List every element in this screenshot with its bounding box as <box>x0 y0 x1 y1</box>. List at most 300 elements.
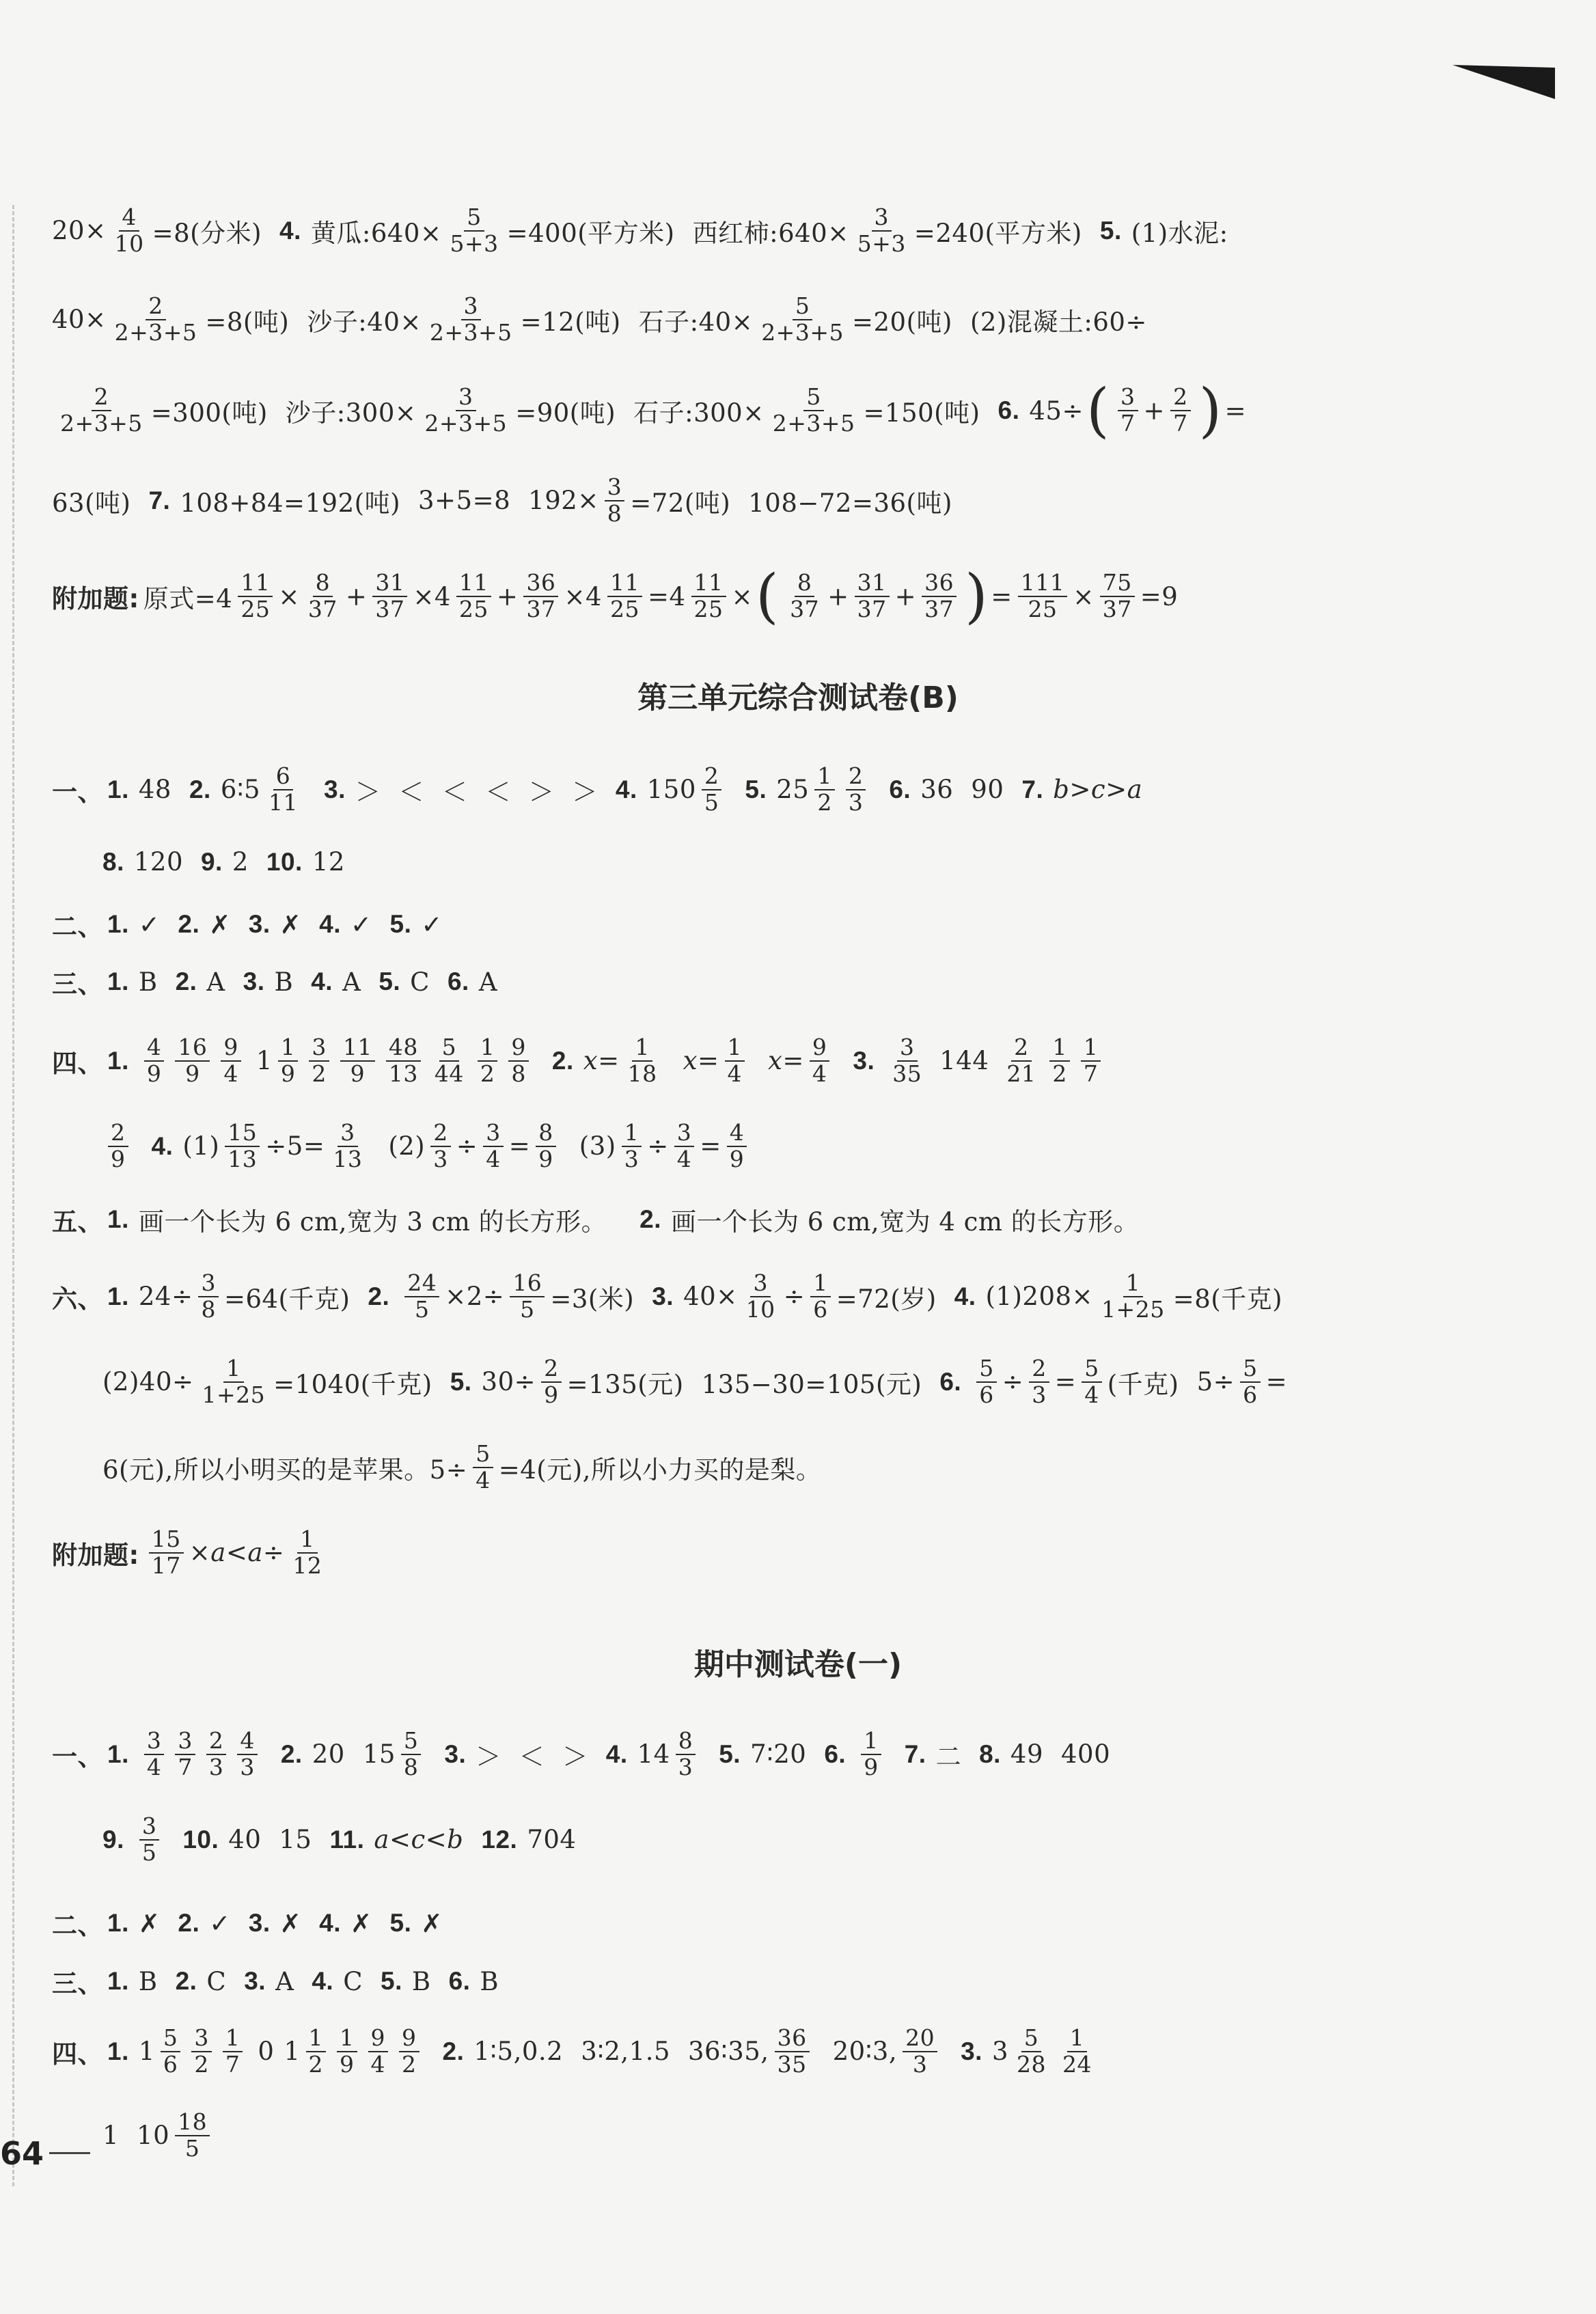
fraction: $\frac{2}{9}$ <box>541 1356 562 1408</box>
text: =135(元) <box>566 1369 684 1399</box>
question-number: 5. <box>389 1909 412 1937</box>
text: = <box>1224 396 1247 426</box>
fraction: $\frac{3}{2}$ <box>191 2026 212 2078</box>
question-number: 3. <box>444 1739 467 1768</box>
text: 40× <box>683 1282 738 1312</box>
text: + <box>1143 396 1166 426</box>
question-number: 2. <box>178 1909 200 1937</box>
text: 6(元),所以小明买的是苹果。5÷ <box>102 1455 468 1485</box>
fraction: $\frac{5}{4}$ <box>1082 1356 1102 1408</box>
fraction: $\frac{8}{37}$ <box>790 569 820 622</box>
section-label: 六、 <box>52 1284 103 1314</box>
question-number: 3. <box>248 910 271 938</box>
fraction: $\frac{9}{4}$ <box>368 2026 389 2078</box>
fraction: $\frac{3}{13}$ <box>333 1119 363 1172</box>
question-number: 2. <box>189 775 211 803</box>
fraction: $\frac{1}{12}$ <box>292 1526 322 1579</box>
fraction: $\frac{1}{9}$ <box>861 1728 881 1780</box>
question-number: 6. <box>939 1367 962 1396</box>
text: 3+5=8 <box>418 486 511 516</box>
fraction: $\frac{9}{4}$ <box>810 1035 830 1087</box>
whole-number: 1 <box>284 2037 301 2067</box>
text: ÷ <box>647 1131 669 1161</box>
answer: C <box>343 1966 363 1996</box>
answer: B <box>480 1966 499 1996</box>
fraction: $\frac{24}{5}$ <box>404 1271 439 1323</box>
answer: ＜ <box>485 777 511 807</box>
fraction: $\frac{16}{9}$ <box>175 1035 210 1087</box>
fraction: $\frac{2}{2+3+5}$ <box>60 383 143 437</box>
text: (1)208× <box>985 1282 1094 1312</box>
unit3-title: 第三单元综合测试卷(B) <box>637 680 959 715</box>
answer: 二 <box>935 1741 962 1772</box>
fraction: $\frac{3}{2}$ <box>309 1035 329 1087</box>
cross-mark-icon: ✗ <box>421 1908 443 1938</box>
fraction: $\frac{16}{5}$ <box>510 1271 545 1323</box>
answer: B <box>411 1966 431 1996</box>
fraction: $\frac{2}{2+3+5}$ <box>114 292 197 346</box>
fraction: $\frac{5}{2+3+5}$ <box>772 383 855 437</box>
fraction: $\frac{11}{25}$ <box>691 570 726 622</box>
answer: ＜ <box>398 777 424 807</box>
answer: 15 <box>279 1825 312 1855</box>
fraction: $\frac{1}{9}$ <box>337 2026 357 2078</box>
fraction: $\frac{5}{2+3+5}$ <box>761 292 844 346</box>
answer: 704 <box>527 1825 577 1855</box>
text: 30÷ <box>481 1367 536 1397</box>
question-number: 3. <box>853 1046 875 1075</box>
fraction: $\frac{3}{8}$ <box>605 475 625 527</box>
fraction: $\frac{1}{7}$ <box>223 2026 243 2078</box>
fraction: $\frac{31}{37}$ <box>372 570 407 622</box>
question-number: 8. <box>979 1739 1001 1768</box>
question-number: 8. <box>102 847 124 876</box>
text: (3) <box>579 1131 616 1161</box>
midterm-section4-line1 <box>52 2026 1425 2078</box>
unit2-extra-question <box>52 562 1425 631</box>
question-number: 6. <box>998 396 1020 424</box>
right-paren: ) <box>965 562 989 631</box>
fraction: $\frac{11}{25}$ <box>607 570 642 622</box>
answer: 144 <box>939 1046 989 1076</box>
question-number: 5. <box>719 1739 741 1768</box>
section-label: 二、 <box>52 912 103 941</box>
fraction: $\frac{1}{6}$ <box>810 1271 831 1323</box>
fraction: $\frac{3}{2+3+5}$ <box>429 292 512 346</box>
answer: ＞ <box>562 1741 588 1772</box>
unit3-section6-line1 <box>52 1271 1425 1323</box>
fraction: $\frac{5}{4}$ <box>473 1442 493 1493</box>
answer: 7∶20 <box>750 1739 807 1769</box>
section-label: 五、 <box>52 1207 103 1237</box>
fraction: $\frac{5}{6}$ <box>161 2026 181 2078</box>
text: 黄瓜:640× <box>310 218 442 248</box>
fraction: $\frac{11}{9}$ <box>340 1035 375 1087</box>
fraction: $\frac{1}{3}$ <box>622 1120 642 1172</box>
answer: A <box>342 967 361 997</box>
answer: B <box>274 967 294 997</box>
text: ÷ <box>456 1131 478 1161</box>
question-number: 6. <box>824 1739 847 1768</box>
fraction: $\frac{75}{37}$ <box>1100 570 1135 622</box>
fraction: $\frac{11}{25}$ <box>456 570 491 622</box>
left-paren: ( <box>756 562 780 631</box>
question-number: 4. <box>319 1909 341 1937</box>
fraction: $\frac{3}{7}$ <box>1118 385 1138 437</box>
text: ×2÷ <box>445 1282 505 1312</box>
text: =72(吨) <box>630 488 731 518</box>
cross-mark-icon: ✗ <box>350 1908 372 1938</box>
text: 40× <box>52 305 107 335</box>
answer: 90 <box>971 775 1004 805</box>
fraction: $\frac{3}{4}$ <box>483 1120 504 1172</box>
unit2-line-1 <box>52 205 1425 257</box>
extra-question-label: 附加题: <box>52 1540 139 1570</box>
question-number: 5. <box>1099 216 1122 245</box>
question-number: 4. <box>151 1131 174 1160</box>
fraction: $\frac{5}{44}$ <box>434 1034 464 1087</box>
fraction: $\frac{20}{3}$ <box>903 2026 937 2078</box>
whole-number: 1 <box>138 2037 155 2067</box>
question-number: 1. <box>107 1205 129 1233</box>
fraction: $\frac{3}{7}$ <box>175 1728 195 1780</box>
fraction: $\frac{2}{3}$ <box>430 1120 451 1172</box>
answer: 40 <box>228 1825 262 1855</box>
question-number: 2. <box>280 1739 303 1768</box>
text: (千克) <box>1107 1369 1179 1399</box>
answer: A <box>206 967 225 997</box>
question-number: 7. <box>148 486 171 514</box>
text: (2) <box>388 1131 426 1161</box>
text: x= <box>683 1046 719 1076</box>
fraction: $\frac{2}{7}$ <box>1170 385 1191 437</box>
left-paren: ( <box>1086 376 1110 445</box>
cross-mark-icon: ✗ <box>138 1908 161 1938</box>
question-number: 1. <box>107 967 129 995</box>
unit3-section3 <box>52 963 1425 1000</box>
text: + <box>827 581 849 611</box>
text: =150(吨) <box>863 398 980 428</box>
text: ×4 <box>413 581 451 611</box>
fraction: $\frac{36}{35}$ <box>775 2026 810 2078</box>
answer: 15 <box>362 1739 396 1769</box>
unit3-section1-line2 <box>102 847 1425 877</box>
question-number: 1. <box>107 1967 129 1995</box>
answer: ＜ <box>519 1741 545 1772</box>
question-number: 2. <box>368 1282 390 1310</box>
question-number: 5. <box>381 1967 402 1995</box>
question-number: 9. <box>102 1825 124 1854</box>
text: 1∶5,0.2 <box>473 2037 564 2067</box>
question-number: 5. <box>450 1367 472 1396</box>
answer: ＜ <box>441 777 468 807</box>
text: 石子:40× <box>638 307 754 337</box>
text: =300(吨) <box>150 398 268 428</box>
text: 36∶35, <box>688 2037 769 2067</box>
fraction: $\frac{1}{1+25}$ <box>1101 1269 1165 1323</box>
text: =8(分米) <box>152 218 262 248</box>
text: = <box>508 1131 531 1161</box>
question-number: 1. <box>107 1046 129 1075</box>
fraction: $\frac{3}{10}$ <box>745 1269 775 1323</box>
question-number: 2. <box>551 1046 574 1075</box>
text: =8(吨) <box>205 307 290 337</box>
fraction: $\frac{2}{3}$ <box>846 764 866 816</box>
answer: ＞ <box>528 777 555 807</box>
text: × <box>731 581 754 611</box>
question-number: 10. <box>182 1825 219 1854</box>
fraction: $\frac{9}{4}$ <box>221 1035 241 1087</box>
text: =3(米) <box>550 1284 635 1314</box>
cross-mark-icon: ✗ <box>209 909 231 939</box>
unit3-section4-line2 <box>102 1120 1425 1172</box>
text: + <box>345 581 368 611</box>
question-number: 3. <box>244 1967 266 1995</box>
answer: 48 <box>138 775 171 805</box>
midterm-title: 期中测试卷(一) <box>693 1647 903 1682</box>
question-number: 6. <box>448 1967 471 1995</box>
text: =1040(千克) <box>273 1369 432 1399</box>
fraction: $\frac{3}{5+3}$ <box>857 204 906 257</box>
fraction: $\frac{1}{2}$ <box>306 2026 327 2078</box>
fraction: $\frac{3}{4}$ <box>674 1120 695 1172</box>
text: 24÷ <box>138 1282 193 1312</box>
answer: 1 <box>102 2121 120 2151</box>
fraction: $\frac{1}{18}$ <box>627 1034 657 1087</box>
question-number: 1. <box>107 1282 129 1310</box>
answer: B <box>138 967 158 997</box>
fraction: $\frac{4}{10}$ <box>114 204 144 257</box>
fraction: $\frac{4}{9}$ <box>727 1120 747 1172</box>
answer: 画一个长为 6 cm,宽为 4 cm 的长方形。 <box>670 1207 1140 1237</box>
answer: B <box>138 1966 158 1996</box>
answer: b>c>a <box>1053 775 1143 805</box>
text: = <box>991 581 1013 611</box>
answer: 49 <box>1010 1739 1044 1769</box>
answer: 3 <box>991 2037 1008 2067</box>
text: (2)混凝土:60÷ <box>969 307 1147 337</box>
question-number: 4. <box>312 1967 334 1995</box>
section-label: 四、 <box>52 2039 103 2069</box>
fraction: $\frac{1}{7}$ <box>1081 1035 1101 1087</box>
unit3-extra-question <box>52 1527 1425 1579</box>
answer: 14 <box>637 1739 670 1769</box>
question-number: 3. <box>324 775 346 803</box>
fraction: $\frac{5}{28}$ <box>1017 2024 1046 2078</box>
text: = <box>700 1131 721 1161</box>
text: =8(千克) <box>1172 1284 1283 1314</box>
fraction: $\frac{3}{2+3+5}$ <box>424 383 508 437</box>
midterm-section2 <box>52 1905 1425 1942</box>
text: 135−30=105(元) <box>701 1369 922 1399</box>
text: 沙子:300× <box>285 398 417 428</box>
question-number: 7. <box>904 1739 926 1768</box>
text: 192× <box>528 486 599 516</box>
answer: A <box>275 1966 294 1996</box>
question-number: 3. <box>961 2037 982 2065</box>
fraction: $\frac{3}{4}$ <box>144 1728 165 1780</box>
question-number: 1. <box>107 1909 129 1937</box>
answer: 10 <box>137 2121 170 2151</box>
text: 63(吨) <box>52 488 131 518</box>
unit3-section4-line1 <box>52 1035 1425 1087</box>
fraction: $\frac{1}{9}$ <box>278 1035 299 1087</box>
question-number: 7. <box>1021 775 1044 803</box>
fraction: $\frac{1}{2}$ <box>478 1035 498 1087</box>
text: 3∶2,1.5 <box>581 2037 671 2067</box>
fraction: $\frac{1}{4}$ <box>725 1035 745 1087</box>
fraction: $\frac{8}{9}$ <box>536 1120 556 1172</box>
fraction: $\frac{48}{13}$ <box>386 1035 421 1087</box>
answer: ＞ <box>476 1741 501 1772</box>
question-number: 6. <box>447 967 469 995</box>
text: × <box>278 581 300 611</box>
question-number: 3. <box>248 1909 271 1937</box>
question-number: 1. <box>107 2037 129 2065</box>
question-number: 1. <box>107 910 129 938</box>
answer: a<c<b <box>374 1825 464 1855</box>
fraction: $\frac{2}{3}$ <box>1029 1356 1049 1408</box>
fraction: $\frac{4}{9}$ <box>144 1035 165 1087</box>
text: 原式=4 <box>143 584 233 614</box>
answer: 12 <box>312 847 345 877</box>
fraction: $\frac{5}{6}$ <box>1240 1356 1261 1408</box>
text: 石子:300× <box>633 398 765 428</box>
fraction: $\frac{18}{5}$ <box>175 2110 210 2162</box>
text: + <box>496 581 519 611</box>
fraction: $\frac{2}{3}$ <box>206 1728 227 1780</box>
fraction: $\frac{3}{5}$ <box>139 1814 160 1866</box>
unit3-section1-line1 <box>52 764 1425 816</box>
text: (1) <box>182 1131 220 1161</box>
question-number: 12. <box>481 1825 518 1854</box>
fraction: $\frac{8}{3}$ <box>676 1728 696 1780</box>
section-label: 一、 <box>52 777 103 807</box>
text: = <box>1265 1367 1288 1397</box>
answer: ＞ <box>572 777 598 807</box>
fraction: $\frac{9}{8}$ <box>508 1035 529 1087</box>
question-number: 5. <box>745 775 767 803</box>
fraction: $\frac{4}{3}$ <box>237 1728 258 1780</box>
fraction: $\frac{3}{8}$ <box>198 1271 219 1323</box>
check-mark-icon: ✓ <box>421 909 443 939</box>
section-label: 三、 <box>52 1969 103 1998</box>
question-number: 2. <box>175 1967 197 1995</box>
text: =9 <box>1140 581 1179 611</box>
fraction: $\frac{36}{37}$ <box>523 570 558 622</box>
unit3-section5 <box>52 1201 1425 1238</box>
text: (1)水泥: <box>1131 218 1228 248</box>
fraction: $\frac{11}{25}$ <box>238 570 273 622</box>
unit3-section6-line2 <box>102 1356 1425 1408</box>
whole-number: 1 <box>256 1046 273 1076</box>
fraction: $\frac{2}{9}$ <box>108 1120 128 1172</box>
extra-question-label: 附加题: <box>52 584 139 614</box>
section-label: 一、 <box>52 1741 103 1772</box>
check-mark-icon: ✓ <box>209 1908 231 1938</box>
text: =12(吨) <box>520 307 621 337</box>
unit2-line-2 <box>52 294 1425 346</box>
text: =4 <box>647 581 686 611</box>
fraction: $\frac{5}{8}$ <box>401 1728 422 1780</box>
question-number: 1. <box>107 1739 129 1768</box>
question-number: 4. <box>311 967 333 995</box>
fraction: $\frac{2}{5}$ <box>702 764 722 816</box>
answer: C <box>410 967 430 997</box>
check-mark-icon: ✓ <box>350 909 372 939</box>
fraction: $\frac{36}{37}$ <box>922 570 957 622</box>
text: 20× <box>52 216 107 246</box>
question-number: 5. <box>379 967 401 995</box>
answer: 150 <box>646 775 696 805</box>
text: 45÷ <box>1029 396 1084 426</box>
fraction: $\frac{31}{37}$ <box>855 570 890 622</box>
text: =72(岁) <box>836 1284 937 1314</box>
text: =20(吨) <box>851 307 952 337</box>
text: ×a<a÷ <box>189 1538 285 1568</box>
cross-mark-icon: ✗ <box>279 1908 302 1938</box>
question-number: 2. <box>175 967 197 995</box>
fraction: $\frac{1}{2}$ <box>1049 1035 1070 1087</box>
question-number: 3. <box>652 1282 674 1310</box>
text: =90(吨) <box>515 398 616 428</box>
answer: 6∶5 <box>220 775 261 805</box>
unit3-section2 <box>52 906 1425 943</box>
page-number: 64 <box>0 2135 44 2172</box>
answer: 2 <box>232 847 249 877</box>
fraction: $\frac{8}{37}$ <box>307 569 338 622</box>
cross-mark-icon: ✗ <box>279 909 302 939</box>
fraction: $\frac{3}{35}$ <box>892 1034 922 1087</box>
fraction: $\frac{15}{13}$ <box>225 1120 260 1172</box>
text: (2)40÷ <box>102 1367 194 1397</box>
right-paren: ) <box>1198 376 1222 445</box>
text: x= <box>768 1046 804 1076</box>
answer: C <box>206 1966 227 1996</box>
section-label: 三、 <box>52 969 103 999</box>
answer: 36 <box>920 775 954 805</box>
fraction: $\frac{1}{2}$ <box>814 764 835 816</box>
answer: 120 <box>133 847 183 877</box>
question-number: 1. <box>107 775 129 803</box>
question-number: 4. <box>605 1739 628 1768</box>
question-number: 2. <box>639 1205 661 1233</box>
answer: 0 <box>258 2037 275 2067</box>
unit3-section6-line3 <box>102 1442 1425 1493</box>
text: 西红柿:640× <box>692 218 849 248</box>
question-number: 4. <box>954 1282 976 1310</box>
text: ÷ <box>783 1282 806 1312</box>
answer: 25 <box>776 775 810 805</box>
answer: A <box>478 967 498 997</box>
fraction: $\frac{1}{1+25}$ <box>202 1355 266 1408</box>
question-number: 10. <box>266 847 303 876</box>
answer: 20 <box>312 1739 345 1769</box>
answer: 400 <box>1061 1739 1111 1769</box>
midterm-section3 <box>52 1963 1425 2000</box>
question-number: 3. <box>243 967 265 995</box>
text: ×4 <box>564 581 602 611</box>
section-label: 四、 <box>52 1048 103 1078</box>
fraction: $\frac{5}{5+3}$ <box>450 204 499 257</box>
text: 5÷ <box>1196 1367 1235 1397</box>
question-number: 6. <box>889 775 911 803</box>
midterm-section1-line1 <box>52 1728 1425 1780</box>
fraction: $\frac{15}{17}$ <box>149 1527 184 1579</box>
unit2-line-4 <box>52 475 1425 527</box>
question-number: 4. <box>319 910 341 938</box>
fraction: $\frac{111}{25}$ <box>1018 570 1068 622</box>
